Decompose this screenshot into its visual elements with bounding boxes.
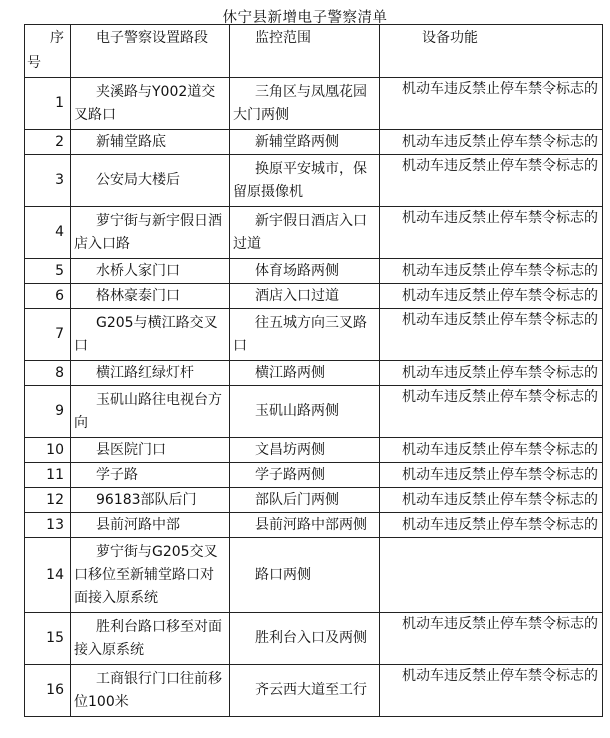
row-road: 玉矶山路往电视台方向	[71, 386, 230, 438]
row-function	[380, 538, 603, 613]
row-road: 工商银行门口往前移位100米	[71, 665, 230, 717]
table-row	[25, 130, 603, 155]
row-function: 机动车违反禁止停车禁令标志的	[380, 488, 603, 513]
row-function: 机动车违反禁止停车禁令标志的	[380, 309, 603, 361]
table-row	[25, 78, 603, 130]
table-row	[25, 361, 603, 386]
table-row	[25, 438, 603, 463]
row-index: 11	[25, 463, 71, 488]
row-function: 机动车违反禁止停车禁令标志的	[380, 613, 603, 665]
row-index: 7	[25, 309, 71, 361]
row-road: 萝宁街与新宇假日酒店入口路	[71, 207, 230, 259]
table-header-row	[25, 25, 603, 78]
row-road: 胜利台路口移至对面接入原系统	[71, 613, 230, 665]
header-road: 电子警察设置路段	[71, 25, 230, 78]
row-function: 机动车违反禁止停车禁令标志的	[380, 207, 603, 259]
row-road: 夹溪路与Y002道交叉路口	[71, 78, 230, 130]
row-range: 新辅堂路两侧	[230, 130, 380, 155]
row-range: 酒店入口过道	[230, 284, 380, 309]
row-index: 10	[25, 438, 71, 463]
row-index: 13	[25, 513, 71, 538]
row-range: 文昌坊两侧	[230, 438, 380, 463]
row-index: 6	[25, 284, 71, 309]
row-index: 16	[25, 665, 71, 717]
row-function: 机动车违反禁止停车禁令标志的	[380, 513, 603, 538]
row-road: 学子路	[71, 463, 230, 488]
header-function: 设备功能	[380, 25, 603, 78]
row-range: 换原平安城市，保留原摄像机	[230, 155, 380, 207]
table-row	[25, 488, 603, 513]
row-index: 14	[25, 538, 71, 613]
table-row	[25, 513, 603, 538]
row-function: 机动车违反禁止停车禁令标志的	[380, 386, 603, 438]
table-row	[25, 284, 603, 309]
row-road: 公安局大楼后	[71, 155, 230, 207]
row-range: 部队后门两侧	[230, 488, 380, 513]
header-index-bottom: 号	[27, 55, 41, 71]
table-row	[25, 259, 603, 284]
row-road: 新辅堂路底	[71, 130, 230, 155]
row-index: 4	[25, 207, 71, 259]
row-road: 萝宁街与G205交叉口移位至新辅堂路口对面接入原系统	[71, 538, 230, 613]
row-index: 8	[25, 361, 71, 386]
row-range: 横江路两侧	[230, 361, 380, 386]
header-index	[25, 25, 71, 78]
row-range: 玉矶山路两侧	[230, 386, 380, 438]
row-index: 15	[25, 613, 71, 665]
row-range: 往五城方向三叉路口	[230, 309, 380, 361]
row-function: 机动车违反禁止停车禁令标志的	[380, 284, 603, 309]
row-index: 1	[25, 78, 71, 130]
row-range: 体育场路两侧	[230, 259, 380, 284]
row-function: 机动车违反禁止停车禁令标志的	[380, 130, 603, 155]
row-road: G205与横江路交叉口	[71, 309, 230, 361]
row-index: 12	[25, 488, 71, 513]
row-range: 齐云西大道至工行	[230, 665, 380, 717]
table-row	[25, 309, 603, 361]
row-function: 机动车违反禁止停车禁令标志的	[380, 259, 603, 284]
row-range: 新宇假日酒店入口过道	[230, 207, 380, 259]
table-row	[25, 538, 603, 613]
row-index: 2	[25, 130, 71, 155]
row-road: 横江路红绿灯杆	[71, 361, 230, 386]
row-function: 机动车违反禁止停车禁令标志的	[380, 463, 603, 488]
table-row	[25, 207, 603, 259]
row-road: 县前河路中部	[71, 513, 230, 538]
row-index: 9	[25, 386, 71, 438]
table-row	[25, 613, 603, 665]
row-function: 机动车违反禁止停车禁令标志的	[380, 665, 603, 717]
row-index: 5	[25, 259, 71, 284]
row-function: 机动车违反禁止停车禁令标志的	[380, 438, 603, 463]
table-row	[25, 665, 603, 717]
document-title: 休宁县新增电子警察清单	[222, 10, 388, 26]
table-row	[25, 386, 603, 438]
row-road: 格林豪泰门口	[71, 284, 230, 309]
police-camera-table	[24, 24, 603, 717]
row-road: 水桥人家门口	[71, 259, 230, 284]
table-row	[25, 463, 603, 488]
row-range: 学子路两侧	[230, 463, 380, 488]
row-road: 96183部队后门	[71, 488, 230, 513]
row-index: 3	[25, 155, 71, 207]
row-range: 县前河路中部两侧	[230, 513, 380, 538]
header-index-top: 序	[50, 30, 64, 46]
row-function: 机动车违反禁止停车禁令标志的	[380, 78, 603, 130]
row-range: 三角区与凤凰花园大门两侧	[230, 78, 380, 130]
row-range: 路口两侧	[230, 538, 380, 613]
row-road: 县医院门口	[71, 438, 230, 463]
header-range: 监控范围	[230, 25, 380, 78]
row-range: 胜利台入口及两侧	[230, 613, 380, 665]
row-function: 机动车违反禁止停车禁令标志的	[380, 361, 603, 386]
row-function: 机动车违反禁止停车禁令标志的	[380, 155, 603, 207]
table-row	[25, 155, 603, 207]
